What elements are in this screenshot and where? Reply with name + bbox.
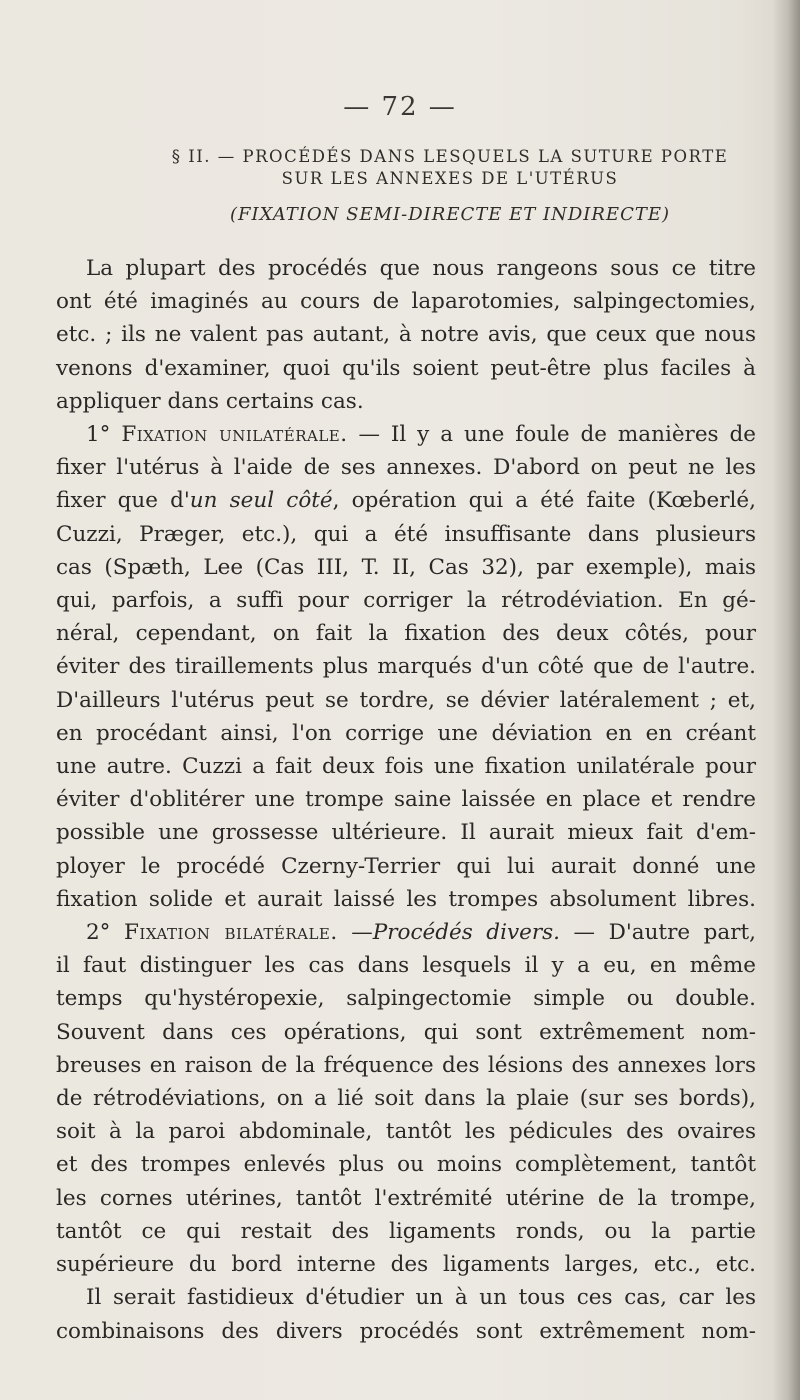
text-line: fixer l'utérus à l'aide de ses annexes. D'abord on peut ne les [56,455,756,481]
text-line: soit à la paroi abdominale, tantôt les pédicules des ovaires [56,1119,756,1145]
text-line: breuses en raison de la fréquence des lésions des annexes lors [56,1052,756,1078]
text-fragment: — Il y a une foule de manières de [358,422,756,448]
text-line: une autre. Cuzzi a fait deux fois une fixation unilatérale pour [56,754,756,780]
emphasis-text: Procédés divers. [372,920,560,946]
text-fragment: fixer que d' [56,488,190,514]
text-line: tantôt ce qui restait des ligaments ronds, ou la partie [56,1218,756,1244]
list-number: 2° [86,920,111,946]
text-line: etc. ; ils ne valent pas autant, à notre avis, que ceux que nous [56,322,756,348]
text-line: néral, cependant, on fait la fixation des deux côtés, pour [56,621,756,647]
text-line: ont été imaginés au cours de laparotomies, salpingectomies, [56,289,756,315]
list-number: 1° [86,422,111,448]
text-line: éviter d'oblitérer une trompe saine laissée en place et rendre [56,787,756,813]
text-line: Souvent dans ces opérations, qui sont extrêmement nom- [56,1019,756,1045]
text-line: D'ailleurs l'utérus peut se tordre, se dévier latéralement ; et, [56,687,756,713]
text-line: venons d'examiner, quoi qu'ils soient peut-être plus faciles à [56,355,756,381]
text-line: de rétrodéviations, on a lié soit dans la plaie (sur ses bords), [56,1086,756,1112]
text-line: fixation solide et aurait laissé les trompes absolument libres. [56,886,756,912]
text-line: Cuzzi, Præger, etc.), qui a été insuffisante dans plusieurs [56,521,756,547]
text-line: possible une grossesse ultérieure. Il aurait mieux fait d'em- [56,820,756,846]
section-heading-line-1: § II. — PROCÉDÉS DANS LESQUELS LA SUTURE PORTE [171,147,729,166]
text-line: ployer le procédé Czerny-Terrier qui lui aurait donné une [56,853,756,879]
text-line: cas (Spæth, Lee (Cas III, T. II, Cas 32), par exemple), mais [56,554,756,580]
page-number: — 72 — [343,92,457,122]
text-fragment: , opération qui a été faite (Kœberlé, [332,488,756,514]
text-line: il faut distinguer les cas dans lesquels il y a eu, en même [56,953,756,979]
text-line: combinaisons des divers procédés sont extrêmement nom- [56,1318,756,1344]
text-line: les cornes utérines, tantôt l'extrémité utérine de la trompe, [56,1185,756,1211]
text-line [56,418,756,451]
text-line: supérieure du bord interne des ligaments larges, etc., etc. [56,1252,756,1278]
text-line: temps qu'hystéropexie, salpingectomie simple ou double. [56,986,756,1012]
text-line: Il serait fastidieux d'étudier un à un tous ces cas, car les [86,1285,756,1311]
text-line: qui, parfois, a suffi pour corriger la rétrodéviation. En gé- [56,588,756,614]
body-text [56,252,756,1348]
subsection-title: Fixation unilatérale. [121,422,348,448]
section-subtitle: (FIXATION SEMI-DIRECTE ET INDIRECTE) [229,204,671,225]
text-line [56,484,756,517]
text-line: et des trompes enlevés plus ou moins complètement, tantôt [56,1152,756,1178]
text-line: La plupart des procédés que nous rangeons sous ce titre [86,256,756,281]
emphasis-text: un seul côté [189,488,333,514]
text-line [56,916,756,949]
subsection-title: Fixation bilatérale. [124,920,338,946]
text-fragment: — D'autre part, [573,920,756,946]
section-heading-line-2: SUR LES ANNEXES DE L'UTÉRUS [281,169,619,188]
text-line: en procédant ainsi, l'on corrige une déviation en en créant [56,720,756,746]
section-heading [140,146,760,190]
text-line: appliquer dans certains cas. [56,388,364,414]
text-fragment: — [351,920,373,946]
text-line: éviter des tiraillements plus marqués d'un côté que de l'autre. [56,654,756,680]
page-binding-shadow [772,0,800,1400]
